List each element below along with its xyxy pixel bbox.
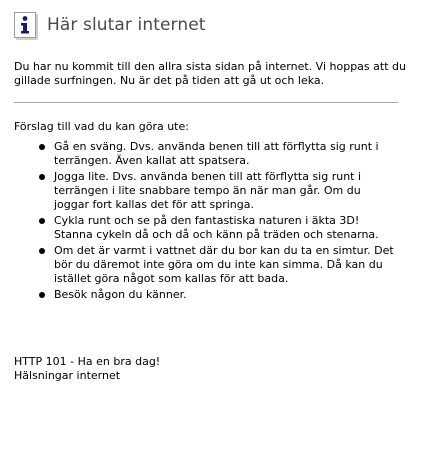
list-item-text: Besök någon du känner. [54, 288, 187, 301]
bullet-icon [39, 218, 45, 224]
list-item [38, 140, 398, 168]
bullet-icon [39, 292, 45, 298]
list-item [38, 214, 398, 242]
list-item-text: Gå en sväng. Dvs. använda benen till att förflytta sig runt i terrängen. Även kallat att spatsera. [54, 140, 379, 167]
footer-signature: Hälsningar internet [14, 369, 121, 382]
intro-text: Du har nu kommit till den allra sista sidan på internet. Vi hoppas att du gillade surfningen. Nu är det på tiden att gå ut och leka. [14, 60, 406, 87]
footer-status-line: HTTP 101 - Ha en bra dag! [14, 355, 161, 368]
bullet-icon [39, 174, 45, 180]
list-item [38, 288, 398, 302]
page-title: Här slutar internet [47, 15, 206, 35]
suggestions-list [38, 140, 398, 304]
list-item-text: Cykla runt och se på den fantastiska naturen i äkta 3D! Stanna cykeln då och då och känn på träden och stenarna. [54, 214, 379, 241]
suggestions-heading: Förslag till vad du kan göra ute: [14, 120, 189, 133]
list-item [38, 244, 398, 286]
list-item [38, 170, 398, 212]
bullet-icon [39, 248, 45, 254]
list-item-text: Om det är varmt i vattnet där du bor kan du ta en simtur. Det bör du däremot inte göra om du inte kan simma. Då kan du istället göra något som kallas för att bada. [54, 244, 394, 285]
info-icon [14, 12, 36, 38]
list-item-text: Jogga lite. Dvs. använda benen till att förflytta sig runt i terrängen i lite snabbare tempo än när man går. Om du joggar fort kallas det för att springa. [54, 170, 362, 211]
footer [14, 355, 160, 383]
page-header [14, 12, 206, 38]
bullet-icon [39, 144, 45, 150]
divider [14, 102, 398, 103]
